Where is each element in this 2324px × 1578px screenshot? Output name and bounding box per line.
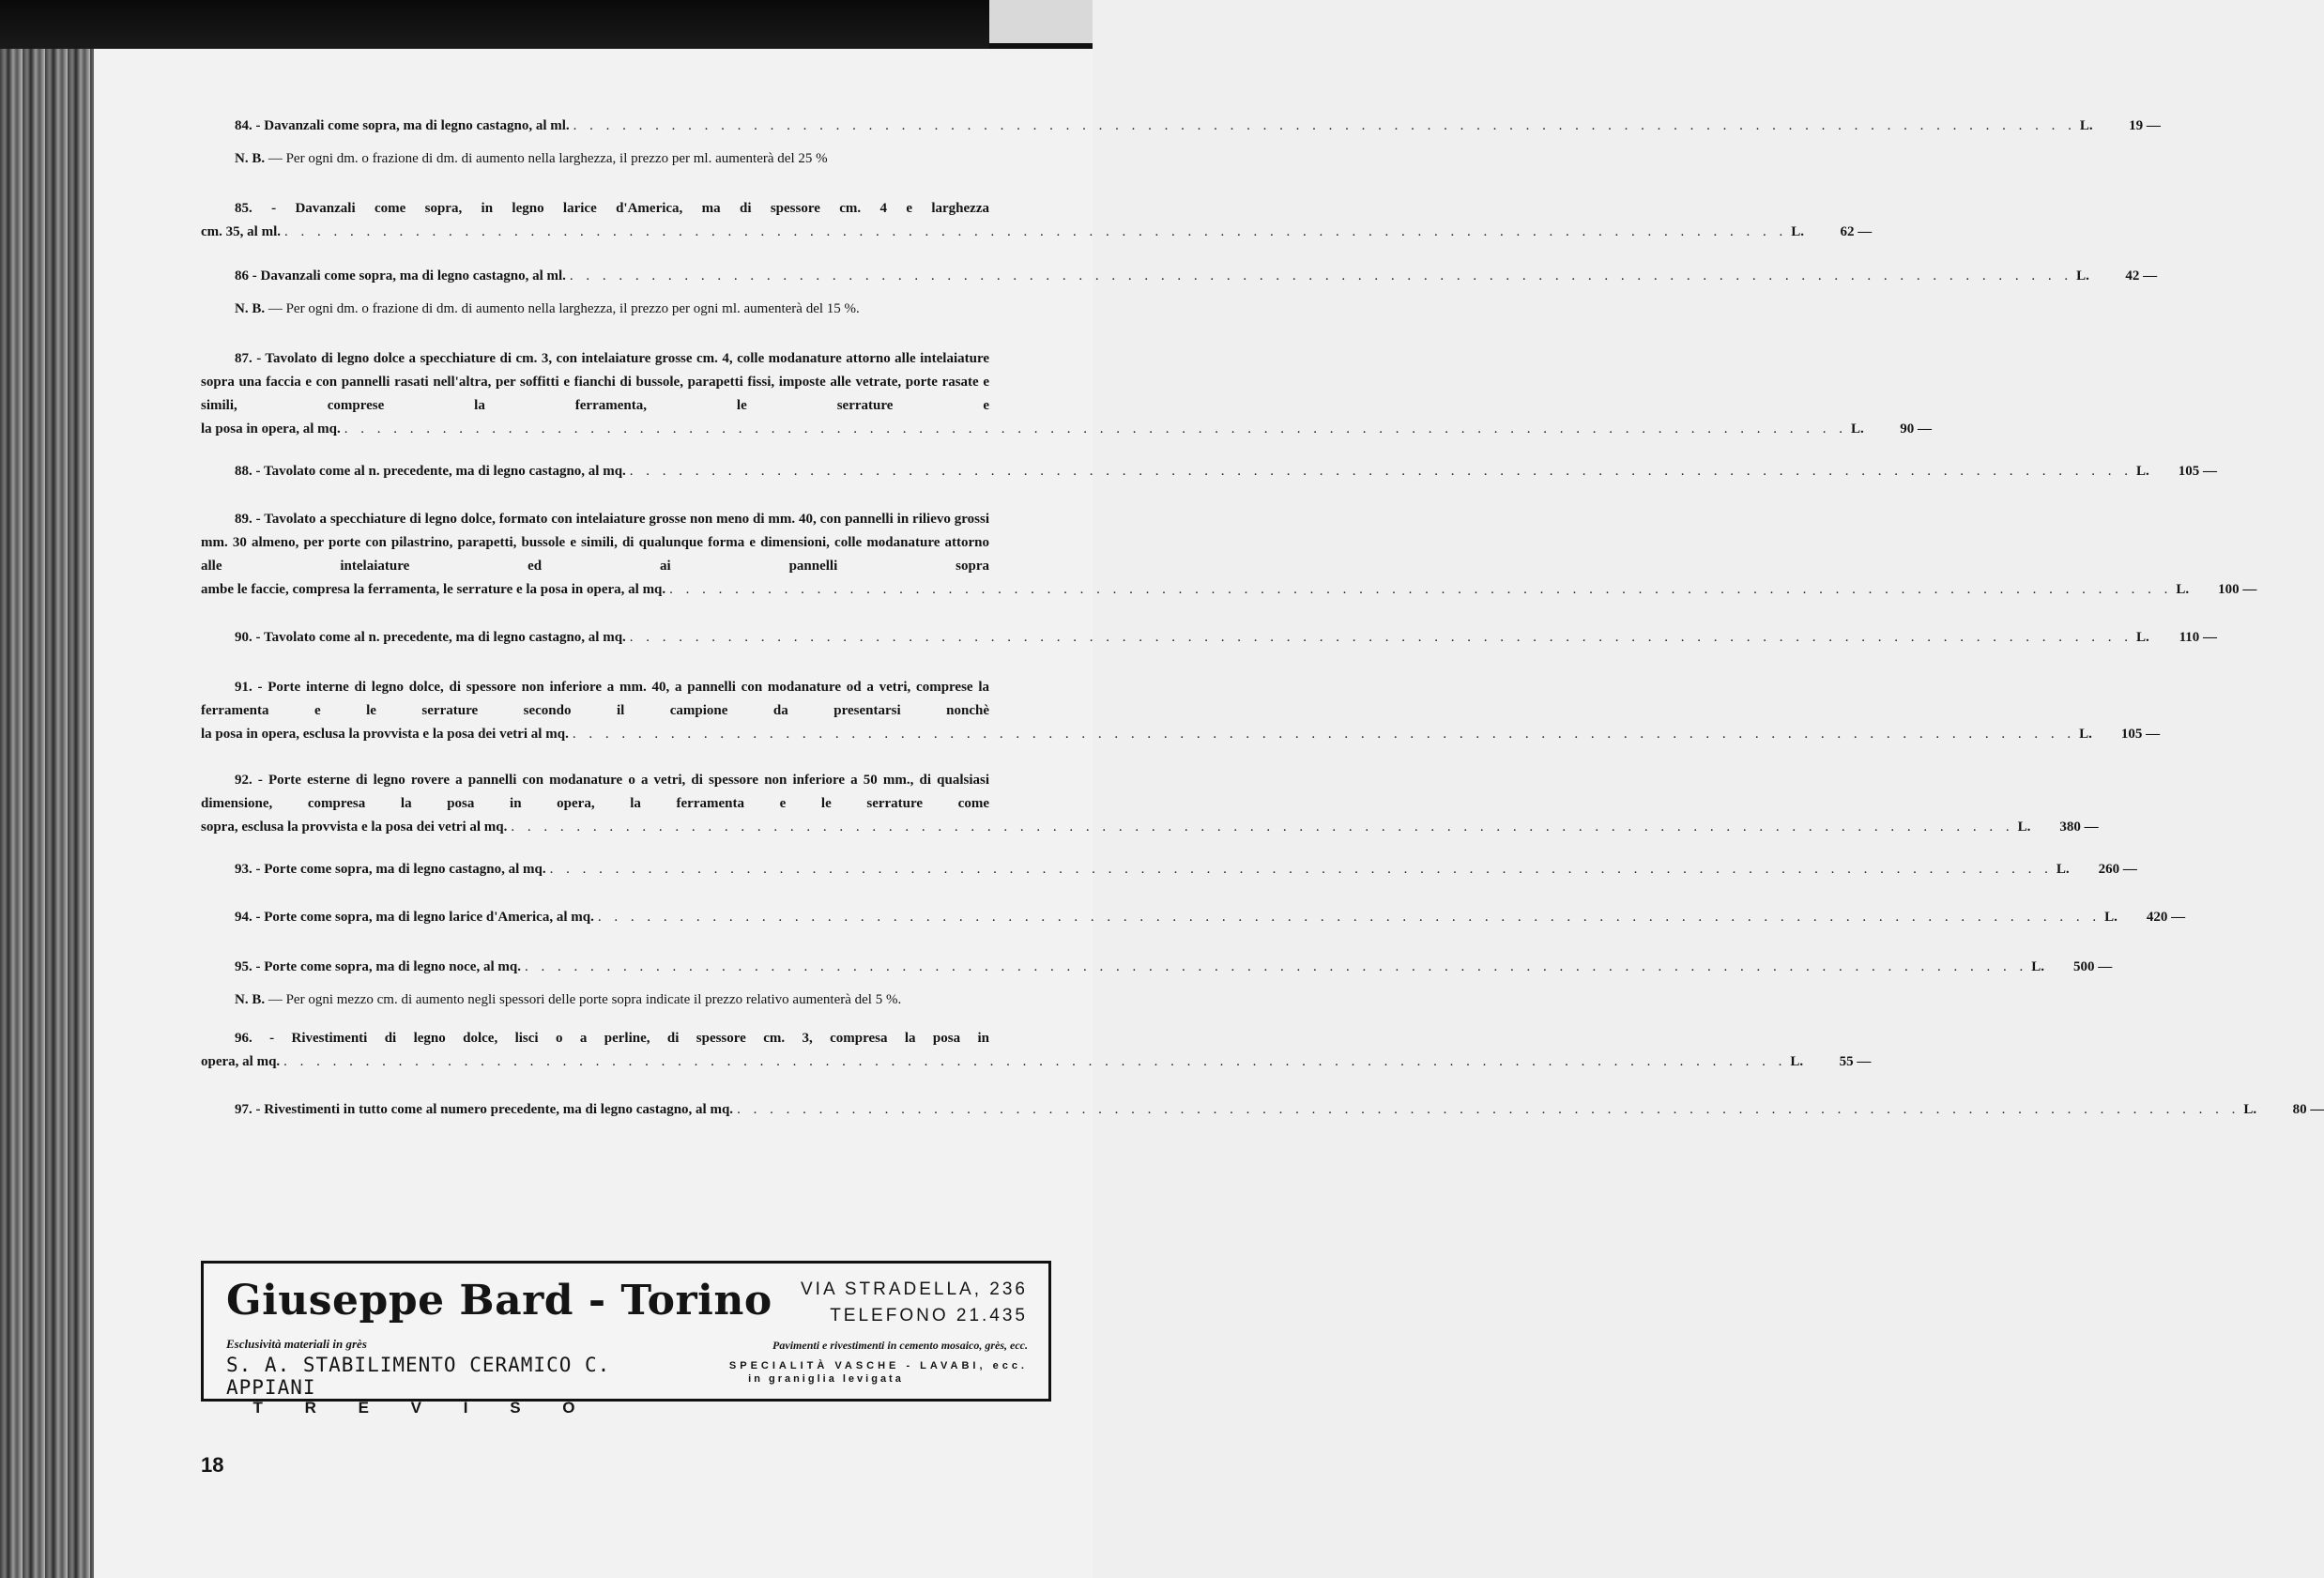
entry-text: 94. - Porte come sopra, ma di legno larice d'America, al mq. <box>235 910 594 925</box>
book-spine <box>0 49 94 1578</box>
entry-text: 95. - Porte come sopra, ma di legno noce, al mq. <box>235 959 521 974</box>
entry-price-line <box>201 418 1933 441</box>
note-label: N. B. <box>235 301 266 316</box>
entry-text: 84. - Davanzali come sopra, ma di legno castagno, al ml. <box>235 118 570 133</box>
ad-left-block <box>226 1337 620 1417</box>
entry-price-line <box>201 906 2186 929</box>
entry-description: 89. - Tavolato a specchiature di legno dolce, formato con intelaiature grosse non meno di mm. 40, con pannelli in rilievo grossi mm. 30 almeno, per porte con pilastrino, parapetti, bussole e simili, di qualunque forma e dimensioni, colle modanature attorno alle intelaiature ed ai pannelli sopra <box>201 512 989 574</box>
entry-text: la posa in opera, al mq. <box>201 421 341 437</box>
price-entry <box>201 1027 1872 1074</box>
ad-address: VIA STRADELLA, 236 <box>801 1279 1028 1299</box>
entry-price: 380 — <box>2059 820 2099 835</box>
price-entry <box>201 347 1933 441</box>
note-text: — Per ogni dm. o frazione di dm. di aumento nella larghezza, il prezzo per ml. aumenterà del 25 % <box>268 151 828 166</box>
currency-label: L. <box>1791 224 1804 239</box>
entry-price-line <box>201 221 1873 244</box>
entry-price-line <box>201 1098 2324 1122</box>
entry-price-line <box>201 816 2099 839</box>
price-entry <box>201 1098 2324 1122</box>
ad-exclusive-note: Esclusività materiali in grès <box>226 1337 367 1351</box>
scan-dark-border <box>0 0 989 49</box>
entry-text: sopra, esclusa la provvista e la posa dei vetri al mq. <box>201 820 508 835</box>
price-entry <box>201 460 2218 483</box>
entry-text: 86 - Davanzali come sopra, ma di legno castagno, al ml. <box>235 268 566 283</box>
currency-label: L. <box>2017 820 2031 835</box>
price-entry <box>201 626 2218 650</box>
currency-label: L. <box>1790 1054 1804 1069</box>
leader-dots: . . . . . . . . . . . . . . . . . . . . . . . . . . . . . . . . . . . . . . . . . . . . . . . . . . . . . . . . . . . . . . . . . . . . . . . . . . . . . . . . . . . . . . . . . . . . <box>573 118 2076 133</box>
entry-text: 97. - Rivestimenti in tutto come al numero precedente, ma di legno castagno, al mq. <box>235 1102 734 1117</box>
leader-dots: . . . . . . . . . . . . . . . . . . . . . . . . . . . . . . . . . . . . . . . . . . . . . . . . . . . . . . . . . . . . . . . . . . . . . . . . . . . . . . . . . . . . . . . . . . . . <box>597 910 2102 925</box>
note-label: N. B. <box>235 992 266 1007</box>
entry-description: 85. - Davanzali come sopra, in legno larice d'America, ma di spessore cm. 4 e larghezza <box>235 201 989 216</box>
currency-label: L. <box>2031 959 2044 974</box>
entry-price-line <box>201 858 2137 881</box>
leader-dots: . . . . . . . . . . . . . . . . . . . . . . . . . . . . . . . . . . . . . . . . . . . . . . . . . . . . . . . . . . . . . . . . . . . . . . . . . . . . . . . . . . . . . . . . . . . . <box>524 959 2028 974</box>
entry-price: 420 — <box>2146 910 2186 925</box>
entry-description: 92. - Porte esterne di legno rovere a pannelli con modanature o a vetri, di spessore non inferiore a 50 mm., di qualsiasi dimensione, compresa la posa in opera, la ferramenta e le serrature come <box>201 773 989 811</box>
entry-price: 110 — <box>2179 630 2218 645</box>
entry-price-line <box>201 1050 1872 1074</box>
entry-text: cm. 35, al ml. <box>201 224 281 239</box>
ad-phone: TELEFONO 21.435 <box>830 1306 1028 1325</box>
entry-note <box>201 988 989 1012</box>
ad-right-block <box>624 1339 1028 1385</box>
entry-price-line <box>201 578 2257 602</box>
entry-text: ambe le faccie, compresa la ferramenta, le serrature e la posa in opera, al mq. <box>201 582 666 597</box>
entry-price-line <box>201 723 2161 746</box>
entry-price: 80 — <box>2292 1102 2324 1117</box>
entry-price: 42 — <box>2125 268 2158 283</box>
entry-price: 500 — <box>2072 959 2113 974</box>
price-entry <box>201 858 2137 881</box>
currency-label: L. <box>2243 1102 2257 1117</box>
entry-description: 91. - Porte interne di legno dolce, di spessore non inferiore a mm. 40, a pannelli con modanature od a vetri, comprese la ferramenta e le serrature secondo il campione da presentarsi nonchè <box>201 680 989 718</box>
currency-label: L. <box>2136 630 2149 645</box>
entry-text: la posa in opera, esclusa la provvista e la posa dei vetri al mq. <box>201 727 569 742</box>
entry-price-line <box>201 460 2218 483</box>
price-entry <box>201 769 2099 839</box>
entry-note <box>201 298 989 321</box>
entry-price: 90 — <box>1900 421 1933 437</box>
leader-dots: . . . . . . . . . . . . . . . . . . . . . . . . . . . . . . . . . . . . . . . . . . . . . . . . . . . . . . . . . . . . . . . . . . . . . . . . . . . . . . . . . . . . . . . . . . . . <box>669 582 2173 597</box>
currency-label: L. <box>2056 862 2070 877</box>
ad-floors-note: Pavimenti e rivestimenti in cemento mosaico, grès, ecc. <box>772 1339 1028 1352</box>
entry-price: 62 — <box>1840 224 1873 239</box>
leader-dots: . . . . . . . . . . . . . . . . . . . . . . . . . . . . . . . . . . . . . . . . . . . . . . . . . . . . . . . . . . . . . . . . . . . . . . . . . . . . . . . . . . . . . . . . . . . . <box>549 862 2053 877</box>
entry-text: 90. - Tavolato come al n. precedente, ma di legno castagno, al mq. <box>235 630 626 645</box>
currency-label: L. <box>2176 582 2190 597</box>
leader-dots: . . . . . . . . . . . . . . . . . . . . . . . . . . . . . . . . . . . . . . . . . . . . . . . . . . . . . . . . . . . . . . . . . . . . . . . . . . . . . . . . . . . . . . . . . . . . <box>511 820 2014 835</box>
leader-dots: . . . . . . . . . . . . . . . . . . . . . . . . . . . . . . . . . . . . . . . . . . . . . . . . . . . . . . . . . . . . . . . . . . . . . . . . . . . . . . . . . . . . . . . . . . . . <box>737 1102 2240 1117</box>
leader-dots: . . . . . . . . . . . . . . . . . . . . . . . . . . . . . . . . . . . . . . . . . . . . . . . . . . . . . . . . . . . . . . . . . . . . . . . . . . . . . . . . . . . . . . . . . . . . <box>283 1054 1787 1069</box>
leader-dots: . . . . . . . . . . . . . . . . . . . . . . . . . . . . . . . . . . . . . . . . . . . . . . . . . . . . . . . . . . . . . . . . . . . . . . . . . . . . . . . . . . . . . . . . . . . . <box>569 268 2073 283</box>
note-label: N. B. <box>235 151 266 166</box>
scan-corner <box>989 0 1093 43</box>
ad-city: T R E V I S O <box>252 1399 594 1417</box>
advertisement-box <box>201 1261 1051 1417</box>
entry-price: 55 — <box>1839 1054 1872 1069</box>
entry-price-line <box>201 626 2218 650</box>
leader-dots: . . . . . . . . . . . . . . . . . . . . . . . . . . . . . . . . . . . . . . . . . . . . . . . . . . . . . . . . . . . . . . . . . . . . . . . . . . . . . . . . . . . . . . . . . . . . <box>629 464 2133 479</box>
leader-dots: . . . . . . . . . . . . . . . . . . . . . . . . . . . . . . . . . . . . . . . . . . . . . . . . . . . . . . . . . . . . . . . . . . . . . . . . . . . . . . . . . . . . . . . . . . . . <box>629 630 2133 645</box>
currency-label: L. <box>2079 727 2092 742</box>
entry-price: 19 — <box>2129 118 2161 133</box>
entry-price-line <box>201 115 2161 138</box>
entry-price: 105 — <box>2178 464 2218 479</box>
currency-label: L. <box>2079 118 2093 133</box>
entry-price: 105 — <box>2120 727 2161 742</box>
entry-text: 88. - Tavolato come al n. precedente, ma di legno castagno, al mq. <box>235 464 626 479</box>
entry-description: 96. - Rivestimenti di legno dolce, lisci o a perline, di spessore cm. 3, compresa la posa in <box>235 1031 989 1046</box>
ad-specialty: SPECIALITÀ VASCHE - LAVABI, ecc. <box>728 1360 1028 1371</box>
price-list <box>201 115 2324 1122</box>
entry-price: 260 — <box>2098 862 2137 877</box>
price-entry <box>201 676 2161 746</box>
entry-price-line <box>201 956 2113 979</box>
ad-company-name: Giuseppe Bard - Torino <box>226 1277 772 1325</box>
price-entry <box>201 115 2161 171</box>
entry-price-line <box>201 265 2158 288</box>
ad-ceramics-company: S. A. STABILIMENTO CERAMICO C. APPIANI <box>226 1354 611 1399</box>
entry-description: 87. - Tavolato di legno dolce a specchiature di cm. 3, con intelaiature grosse cm. 4, colle modanature attorno alle intelaiature sopra una faccia e con pannelli rasati nell'altra, per soffitti e fianchi di bussole, parapetti fissi, imposte alle vetrate, porte rasate e simili, comprese la ferramenta, le serrature e <box>201 351 989 413</box>
price-entry <box>201 197 1873 244</box>
currency-label: L. <box>2104 910 2118 925</box>
price-entry <box>201 508 2257 602</box>
ad-contact <box>801 1277 1028 1329</box>
entry-text: opera, al mq. <box>201 1054 281 1069</box>
entry-note <box>201 147 989 171</box>
note-text: — Per ogni mezzo cm. di aumento negli spessori delle porte sopra indicate il prezzo relativo aumenterà del 5 %. <box>268 992 902 1007</box>
currency-label: L. <box>2076 268 2089 283</box>
price-entry <box>201 956 2113 1012</box>
currency-label: L. <box>2136 464 2149 479</box>
entry-price: 100 — <box>2218 582 2257 597</box>
leader-dots: . . . . . . . . . . . . . . . . . . . . . . . . . . . . . . . . . . . . . . . . . . . . . . . . . . . . . . . . . . . . . . . . . . . . . . . . . . . . . . . . . . . . . . . . . . . . <box>283 224 1788 239</box>
note-text: — Per ogni dm. o frazione di dm. di aumento nella larghezza, il prezzo per ogni ml. aumenterà del 15 %. <box>268 301 860 316</box>
currency-label: L. <box>1851 421 1864 437</box>
ad-specialty-detail: in graniglia levigata <box>748 1373 904 1385</box>
price-entry <box>201 265 2158 321</box>
price-entry <box>201 906 2186 929</box>
page-number: 18 <box>201 1453 224 1477</box>
leader-dots: . . . . . . . . . . . . . . . . . . . . . . . . . . . . . . . . . . . . . . . . . . . . . . . . . . . . . . . . . . . . . . . . . . . . . . . . . . . . . . . . . . . . . . . . . . . . <box>572 727 2076 742</box>
leader-dots: . . . . . . . . . . . . . . . . . . . . . . . . . . . . . . . . . . . . . . . . . . . . . . . . . . . . . . . . . . . . . . . . . . . . . . . . . . . . . . . . . . . . . . . . . . . . <box>344 421 1848 437</box>
entry-text: 93. - Porte come sopra, ma di legno castagno, al mq. <box>235 862 546 877</box>
